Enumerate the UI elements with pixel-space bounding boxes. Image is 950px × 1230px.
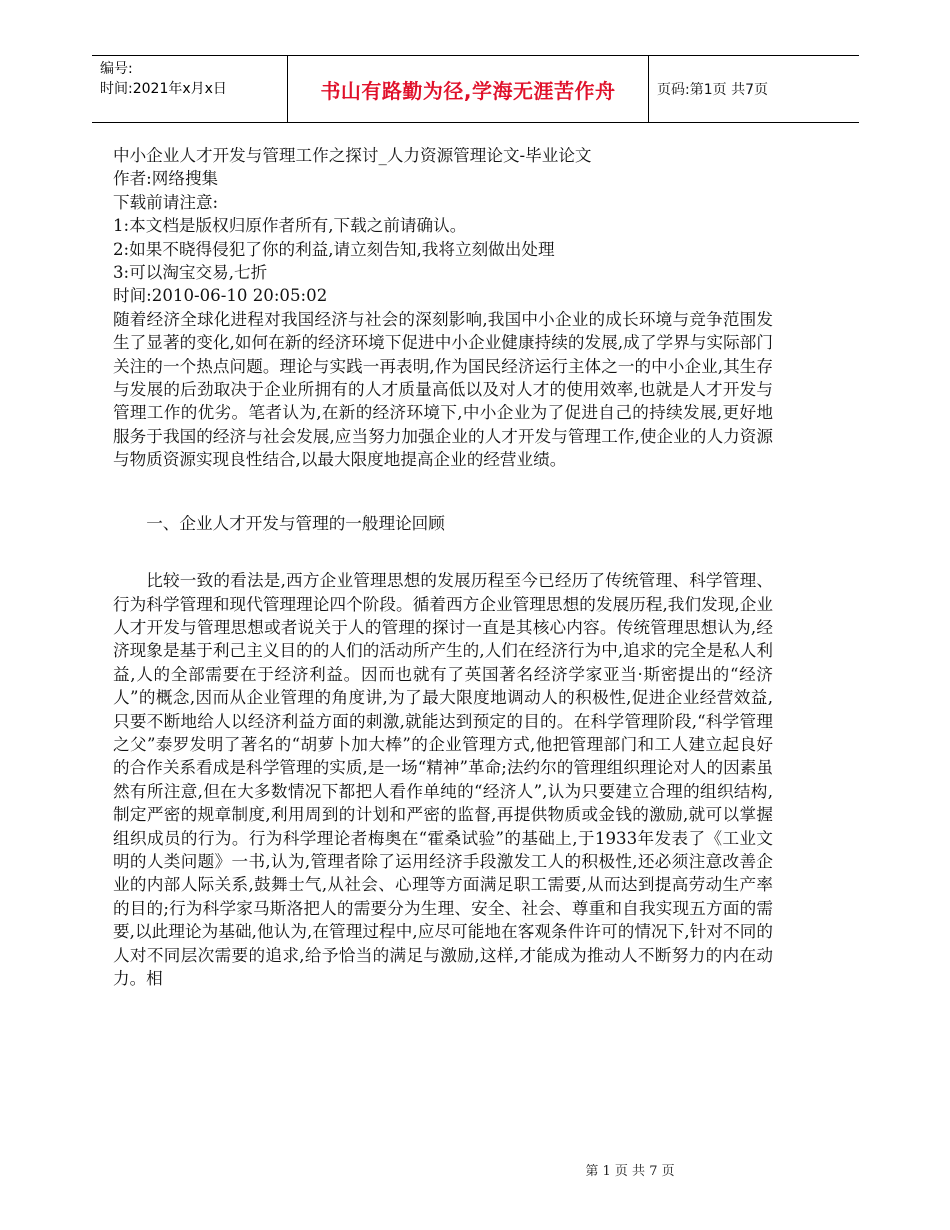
header-motto-cell	[287, 56, 649, 122]
section-paragraph: 比较一致的看法是,西方企业管理思想的发展历程至今已经历了传统管理、科学管理、行为科学管理和现代管理理论四个阶段。循着西方企业管理思想的发展历程,我们发现,企业人才开发与管理思想或者说关于人的管理的探讨一直是其核心内容。传统管理思想认为,经济现象是基于利己主义目的的人们的活动所产生的,人们在经济行为中,追求的完全是私人利益,人的全部需要在于经济利益。因而也就有了英国著名经济学家亚当·斯密提出的“经济人”的概念,因而从企业管理的角度讲,为了最大限度地调动人的积极性,促进企业经营效益,只要不断地给人以经济利益方面的刺激,就能达到预定的目的。在科学管理阶段,“科学管理之父”泰罗发明了著名的“胡萝卜加大棒”的企业管理方式,他把管理部门和工人建立起良好的合作关系看成是科学管理的实质,是一场“精神”革命;法约尔的管理组织理论对人的因素虽然有所注意,但在大多数情况下都把人看作单纯的“经济人”,认为只要建立合理的组织结构,制定严密的规章制度,利用周到的计划和严密的监督,再提供物质或金钱的激励,就可以掌握组织成员的行为。行为科学理论者梅奥在“霍桑试验”的基础上,于1933年发表了《工业文明的人类问题》一书,认为,管理者除了运用经济手段激发工人的积极性,还必须注意改善企业的内部人际关系,鼓舞士气,从社会、心理等方面满足职工需要,从而达到提高劳动生产率的目的;行为科学家马斯洛把人的需要分为生理、安全、社会、尊重和自我实现五方面的需要,以此理论为基础,他认为,在管理过程中,应尽可能地在客观条件许可的情况下,针对不同的人对不同层次需要的追求,给予恰当的满足与激励,这样,才能成为推动人不断努力的内在动力。相	[113, 571, 774, 988]
header-left-block	[100, 59, 227, 99]
spacer	[113, 472, 773, 512]
document-body	[113, 144, 773, 990]
page-header	[92, 55, 859, 123]
doc-title: 中小企业人才开发与管理工作之探讨_人力资源管理论文-毕业论文	[113, 146, 592, 165]
doc-author: 作者:网络搜集	[113, 169, 219, 189]
page-footer	[0, 1160, 950, 1179]
doc-number-label: 编号:	[100, 61, 133, 77]
spacer	[113, 535, 773, 569]
section-heading: 一、企业人才开发与管理的一般理论回顾	[146, 513, 445, 533]
notice-heading: 下载前请注意:	[113, 192, 219, 212]
footer-page-number: 第 1 页 共 7 页	[585, 1164, 675, 1179]
header-page-info	[657, 56, 768, 122]
doc-time-line: 时间:2010-06-10 20:05:02	[113, 286, 328, 306]
notice-item-3: 3:可以淘宝交易,七折	[113, 263, 268, 283]
motto-text: 书山有路勤为径,学海无涯苦作舟	[320, 78, 616, 103]
intro-paragraph: 随着经济全球化进程对我国经济与社会的深刻影响,我国中小企业的成长环境与竞争范围发生了显著的变化,如何在新的经济环境下促进中小企业健康持续的发展,成了学界与实际部门关注的一个热点问题。理论与实践一再表明,作为国民经济运行主体之一的中小企业,其生存与发展的后劲取决于企业所拥有的人才质量高低以及对人才的使用效率,也就是人才开发与管理工作的优劣。笔者认为,在新的经济环境下,中小企业为了促进自己的持续发展,更好地服务于我国的经济与社会发展,应当努力加强企业的人才开发与管理工作,使企业的人力资源与物质资源实现良性结合,以最大限度地提高企业的经营业绩。	[113, 309, 773, 470]
notice-item-2: 2:如果不晓得侵犯了你的利益,请立刻告知,我将立刻做出处理	[113, 239, 555, 259]
page-info-text: 页码:第1页 共7页	[657, 82, 768, 98]
doc-time-label: 时间:2021年x月x日	[100, 81, 227, 97]
notice-item-1: 1:本文档是版权归原作者所有,下载之前请确认。	[113, 216, 467, 236]
